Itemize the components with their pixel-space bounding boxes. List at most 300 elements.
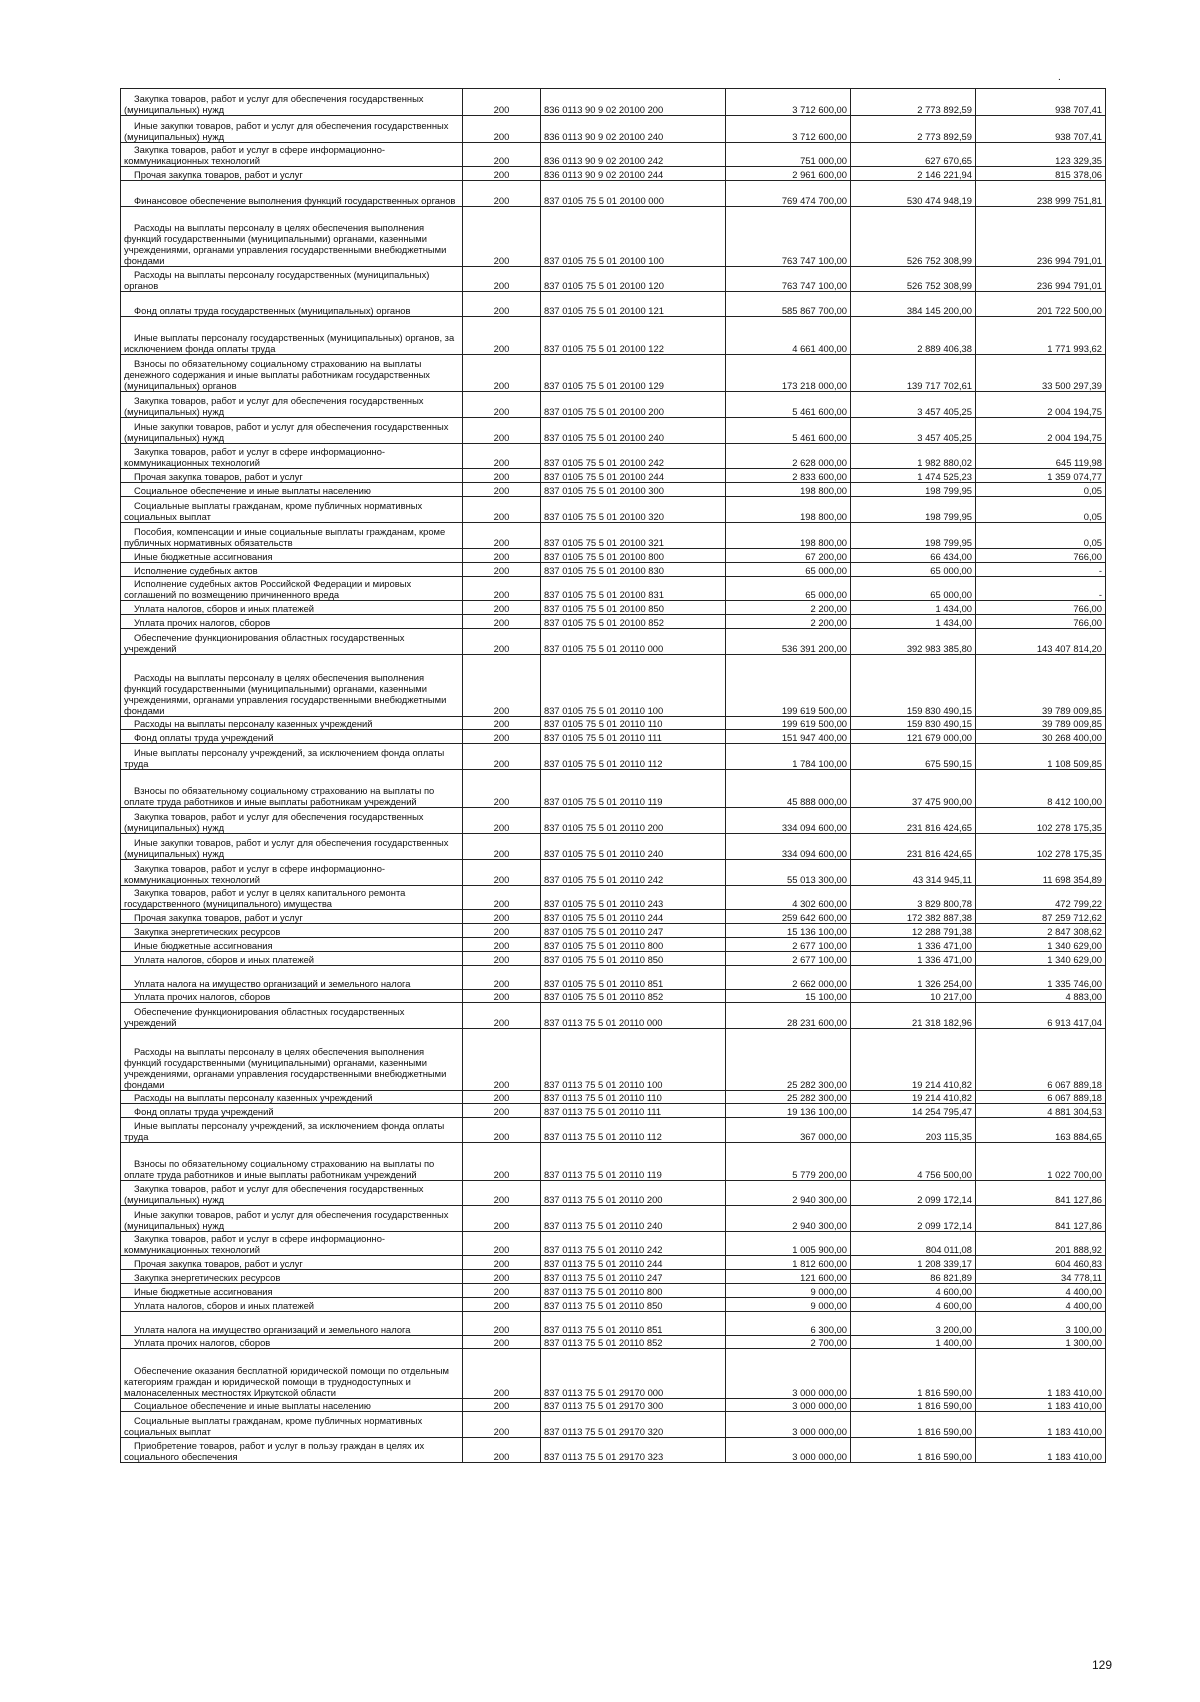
row-unexecuted-cell: 604 460,83 [976,1256,1106,1270]
row-executed-cell: 172 382 887,38 [851,910,976,924]
row-executed-cell: 1 326 254,00 [851,966,976,990]
row-kbk-cell: 837 0113 75 5 01 29170 320 [541,1412,726,1438]
row-kbk-cell: 836 0113 90 9 02 20100 200 [541,89,726,116]
row-name-cell [121,770,463,808]
row-approved-cell: 367 000,00 [726,1118,851,1143]
row-executed-cell: 198 799,95 [851,523,976,549]
table-row [121,717,1106,730]
row-name-text: Иные бюджетные ассигнования [134,1286,273,1297]
table-row [121,808,1106,834]
row-name-text: Расходы на выплаты персоналу в целях обеспечения выполнения функций государственными (муниципальными) органами, казенными учреждениями, органами управления государственными внебюджетными фондами [124,222,447,266]
row-kbk-cell: 836 0113 90 9 02 20100 244 [541,167,726,181]
row-kbk-cell: 837 0105 75 5 01 20100 100 [541,207,726,267]
table-row [121,444,1106,469]
row-executed-cell: 2 099 172,14 [851,1206,976,1232]
table-row [121,910,1106,924]
table-row [121,924,1106,938]
row-code-cell: 200 [463,577,541,601]
row-name-cell [121,523,463,549]
row-code-cell: 200 [463,910,541,924]
row-unexecuted-cell: 766,00 [976,615,1106,629]
row-code-cell: 200 [463,1256,541,1270]
row-code-cell: 200 [463,469,541,483]
row-approved-cell: 769 474 700,00 [726,181,851,207]
row-code-cell: 200 [463,770,541,808]
row-kbk-cell: 837 0105 75 5 01 20100 852 [541,615,726,629]
row-executed-cell: 203 115,35 [851,1118,976,1143]
row-code-cell: 200 [463,1091,541,1104]
row-executed-cell: 231 816 424,65 [851,834,976,860]
row-name-text: Социальное обеспечение и иные выплаты населению [134,485,371,496]
row-code-cell: 200 [463,886,541,910]
row-name-text: Уплата прочих налогов, сборов [134,1337,271,1348]
row-name-text: Закупка энергетических ресурсов [134,926,281,937]
row-executed-cell: 1 816 590,00 [851,1399,976,1412]
row-code-cell: 200 [463,267,541,292]
row-name-cell [121,1118,463,1143]
table-row [121,1029,1106,1091]
table-row [121,143,1106,167]
row-approved-cell: 19 136 100,00 [726,1104,851,1118]
row-name-text: Уплата налогов, сборов и иных платежей [134,1300,315,1311]
row-name-cell [121,1270,463,1284]
row-kbk-cell: 837 0105 75 5 01 20110 240 [541,834,726,860]
row-approved-cell: 2 940 300,00 [726,1206,851,1232]
row-name-text: Иные закупки товаров, работ и услуг для обеспечения государственных (муниципальных) нужд [124,1209,449,1231]
row-name-cell [121,116,463,143]
row-approved-cell: 4 302 600,00 [726,886,851,910]
row-approved-cell: 28 231 600,00 [726,1003,851,1029]
row-executed-cell: 14 254 795,47 [851,1104,976,1118]
row-kbk-cell: 837 0105 75 5 01 20100 000 [541,181,726,207]
row-name-text: Социальное обеспечение и иные выплаты населению [134,1400,371,1411]
row-name-cell [121,355,463,392]
table-row [121,1399,1106,1412]
row-name-cell [121,1438,463,1463]
row-code-cell: 200 [463,497,541,523]
row-unexecuted-cell: 938 707,41 [976,116,1106,143]
row-name-text: Уплата прочих налогов, сборов [134,991,271,1002]
row-executed-cell: 159 830 490,15 [851,717,976,730]
row-unexecuted-cell: 1 300,00 [976,1336,1106,1349]
row-unexecuted-cell: 34 778,11 [976,1270,1106,1284]
row-name-text: Иные закупки товаров, работ и услуг для обеспечения государственных (муниципальных) нужд [124,421,449,443]
row-code-cell: 200 [463,744,541,770]
row-unexecuted-cell: 0,05 [976,483,1106,497]
table-row [121,966,1106,990]
row-code-cell: 200 [463,1232,541,1256]
row-kbk-cell: 837 0113 75 5 01 29170 300 [541,1399,726,1412]
row-approved-cell: 199 619 500,00 [726,717,851,730]
row-approved-cell: 3 000 000,00 [726,1438,851,1463]
row-name-cell [121,952,463,966]
row-executed-cell: 198 799,95 [851,497,976,523]
row-approved-cell: 763 747 100,00 [726,267,851,292]
row-unexecuted-cell: 1 022 700,00 [976,1143,1106,1181]
row-approved-cell: 3 000 000,00 [726,1349,851,1399]
row-unexecuted-cell: 102 278 175,35 [976,834,1106,860]
table-row [121,770,1106,808]
row-executed-cell: 12 288 791,38 [851,924,976,938]
row-name-text: Иные выплаты персоналу учреждений, за исключением фонда оплаты труда [124,1120,445,1142]
row-name-cell [121,886,463,910]
table-row [121,469,1106,483]
row-name-cell [121,1181,463,1206]
row-kbk-cell: 837 0113 75 5 01 20110 111 [541,1104,726,1118]
row-executed-cell: 86 821,89 [851,1270,976,1284]
row-approved-cell: 2 833 600,00 [726,469,851,483]
row-code-cell: 200 [463,1104,541,1118]
row-unexecuted-cell: 1 340 629,00 [976,952,1106,966]
row-executed-cell: 3 829 800,78 [851,886,976,910]
row-approved-cell: 65 000,00 [726,577,851,601]
row-kbk-cell: 837 0105 75 5 01 20100 850 [541,601,726,615]
table-row [121,1284,1106,1298]
table-row [121,355,1106,392]
row-unexecuted-cell: 102 278 175,35 [976,808,1106,834]
row-unexecuted-cell: 201 888,92 [976,1232,1106,1256]
row-unexecuted-cell: 87 259 712,62 [976,910,1106,924]
row-kbk-cell: 837 0113 75 5 01 20110 240 [541,1206,726,1232]
row-unexecuted-cell: 1 359 074,77 [976,469,1106,483]
row-approved-cell: 334 094 600,00 [726,808,851,834]
row-approved-cell: 4 661 400,00 [726,317,851,355]
row-approved-cell: 2 677 100,00 [726,938,851,952]
row-code-cell: 200 [463,1438,541,1463]
row-name-text: Взносы по обязательному социальному страхованию на выплаты по оплате труда работников и иные выплаты работникам учреждений [124,1158,435,1180]
row-approved-cell: 67 200,00 [726,549,851,563]
row-executed-cell: 526 752 308,99 [851,207,976,267]
row-name-cell [121,143,463,167]
row-name-cell [121,167,463,181]
row-name-cell [121,1336,463,1349]
row-code-cell: 200 [463,444,541,469]
row-kbk-cell: 837 0105 75 5 01 20110 110 [541,717,726,730]
row-kbk-cell: 837 0105 75 5 01 20110 247 [541,924,726,938]
row-name-text: Социальные выплаты гражданам, кроме публичных нормативных социальных выплат [124,500,423,522]
table-row [121,207,1106,267]
row-executed-cell: 1 434,00 [851,601,976,615]
row-approved-cell: 45 888 000,00 [726,770,851,808]
row-kbk-cell: 837 0105 75 5 01 20100 830 [541,563,726,577]
row-kbk-cell: 837 0113 75 5 01 20110 000 [541,1003,726,1029]
row-executed-cell: 65 000,00 [851,577,976,601]
row-name-cell [121,860,463,886]
row-name-text: Закупка товаров, работ и услуг в сфере информационно-коммуникационных технологий [124,1233,386,1255]
row-approved-cell: 2 200,00 [726,601,851,615]
row-code-cell: 200 [463,1181,541,1206]
row-name-cell [121,1104,463,1118]
row-code-cell: 200 [463,1029,541,1091]
row-code-cell: 200 [463,808,541,834]
row-name-cell [121,89,463,116]
row-executed-cell: 3 457 405,25 [851,418,976,444]
row-kbk-cell: 837 0105 75 5 01 20110 000 [541,629,726,655]
row-name-text: Иные закупки товаров, работ и услуг для обеспечения государственных (муниципальных) нужд [124,837,449,859]
row-kbk-cell: 837 0105 75 5 01 20100 320 [541,497,726,523]
row-code-cell: 200 [463,952,541,966]
row-unexecuted-cell: 123 329,35 [976,143,1106,167]
row-unexecuted-cell: 1 183 410,00 [976,1412,1106,1438]
row-executed-cell: 231 816 424,65 [851,808,976,834]
row-kbk-cell: 837 0113 75 5 01 20110 242 [541,1232,726,1256]
row-code-cell: 200 [463,1399,541,1412]
table-row [121,886,1106,910]
row-name-cell [121,563,463,577]
row-name-text: Закупка товаров, работ и услуг для обеспечения государственных (муниципальных) нужд [124,395,424,417]
row-name-text: Уплата налога на имущество организаций и земельного налога [134,1324,411,1335]
row-executed-cell: 10 217,00 [851,990,976,1003]
row-name-cell [121,744,463,770]
row-approved-cell: 25 282 300,00 [726,1029,851,1091]
row-unexecuted-cell: 236 994 791,01 [976,267,1106,292]
row-name-text: Прочая закупка товаров, работ и услуг [134,912,303,923]
row-approved-cell: 3 000 000,00 [726,1412,851,1438]
row-code-cell: 200 [463,563,541,577]
row-kbk-cell: 837 0113 75 5 01 20110 200 [541,1181,726,1206]
row-approved-cell: 2 940 300,00 [726,1181,851,1206]
table-row [121,1003,1106,1029]
table-row [121,267,1106,292]
row-executed-cell: 4 756 500,00 [851,1143,976,1181]
table-row [121,1091,1106,1104]
row-name-cell [121,267,463,292]
row-unexecuted-cell: 1 183 410,00 [976,1349,1106,1399]
row-approved-cell: 2 961 600,00 [726,167,851,181]
row-unexecuted-cell: 201 722 500,00 [976,292,1106,317]
row-kbk-cell: 837 0113 75 5 01 20110 100 [541,1029,726,1091]
row-kbk-cell: 837 0105 75 5 01 20100 121 [541,292,726,317]
row-approved-cell: 3 712 600,00 [726,116,851,143]
row-executed-cell: 19 214 410,82 [851,1029,976,1091]
row-unexecuted-cell: 8 412 100,00 [976,770,1106,808]
row-executed-cell: 1 434,00 [851,615,976,629]
row-unexecuted-cell: 1 335 746,00 [976,966,1106,990]
table-row [121,834,1106,860]
row-unexecuted-cell: 11 698 354,89 [976,860,1106,886]
row-code-cell: 200 [463,615,541,629]
row-name-cell [121,181,463,207]
row-name-text: Расходы на выплаты персоналу в целях обеспечения выполнения функций государственными (муниципальными) органами, казенными учреждениями, органами управления государственными внебюджетными фондами [124,1046,447,1090]
row-unexecuted-cell: 33 500 297,39 [976,355,1106,392]
row-approved-cell: 1 784 100,00 [726,744,851,770]
row-name-text: Закупка товаров, работ и услуг для обеспечения государственных (муниципальных) нужд [124,93,424,115]
row-approved-cell: 2 700,00 [726,1336,851,1349]
row-approved-cell: 3 712 600,00 [726,89,851,116]
table-row [121,1349,1106,1399]
row-code-cell: 200 [463,860,541,886]
row-kbk-cell: 837 0113 75 5 01 20110 247 [541,1270,726,1284]
row-code-cell: 200 [463,1284,541,1298]
page-number: 129 [1092,1658,1113,1672]
row-name-cell [121,1029,463,1091]
row-approved-cell: 334 094 600,00 [726,834,851,860]
row-name-text: Закупка энергетических ресурсов [134,1272,281,1283]
row-executed-cell: 530 474 948,19 [851,181,976,207]
table-row [121,523,1106,549]
row-name-cell [121,418,463,444]
row-unexecuted-cell: 163 884,65 [976,1118,1106,1143]
row-name-cell [121,910,463,924]
row-unexecuted-cell: 1 340 629,00 [976,938,1106,952]
row-kbk-cell: 837 0113 75 5 01 20110 244 [541,1256,726,1270]
row-name-cell [121,990,463,1003]
row-name-text: Взносы по обязательному социальному страхованию на выплаты денежного содержания и иные выплаты работникам государственных (муниципальных) органов [124,358,430,391]
budget-execution-table [120,88,1106,1463]
row-approved-cell: 25 282 300,00 [726,1091,851,1104]
table-row [121,629,1106,655]
row-unexecuted-cell: 645 119,98 [976,444,1106,469]
table-row [121,483,1106,497]
row-unexecuted-cell: 238 999 751,81 [976,181,1106,207]
row-kbk-cell: 837 0113 75 5 01 20110 110 [541,1091,726,1104]
table-row [121,1298,1106,1312]
row-kbk-cell: 837 0113 75 5 01 20110 800 [541,1284,726,1298]
row-code-cell: 200 [463,717,541,730]
row-name-text: Расходы на выплаты персоналу государственных (муниципальных) органов [124,269,430,291]
table-row [121,655,1106,717]
table-row [121,549,1106,563]
corner-mark: . [1058,72,1061,83]
table-row [121,1270,1106,1284]
row-name-cell [121,444,463,469]
row-name-cell [121,497,463,523]
row-name-text: Обеспечение функционирования областных государственных учреждений [124,632,405,654]
row-code-cell: 200 [463,990,541,1003]
row-approved-cell: 55 013 300,00 [726,860,851,886]
table-row [121,181,1106,207]
row-code-cell: 200 [463,834,541,860]
row-name-text: Уплата налогов, сборов и иных платежей [134,603,315,614]
row-kbk-cell: 837 0105 75 5 01 20100 240 [541,418,726,444]
row-name-text: Закупка товаров, работ и услуг в сфере информационно-коммуникационных технологий [124,446,386,468]
row-kbk-cell: 837 0105 75 5 01 20110 244 [541,910,726,924]
row-executed-cell: 4 600,00 [851,1284,976,1298]
table-row [121,615,1106,629]
row-name-cell [121,1412,463,1438]
row-name-cell [121,924,463,938]
row-kbk-cell: 837 0105 75 5 01 20100 129 [541,355,726,392]
row-executed-cell: 384 145 200,00 [851,292,976,317]
row-name-text: Прочая закупка товаров, работ и услуг [134,169,303,180]
row-name-cell [121,469,463,483]
table-row [121,292,1106,317]
row-approved-cell: 198 800,00 [726,483,851,497]
row-executed-cell: 66 434,00 [851,549,976,563]
table-row [121,990,1106,1003]
row-name-cell [121,1206,463,1232]
row-kbk-cell: 837 0105 75 5 01 20100 122 [541,317,726,355]
row-approved-cell: 5 461 600,00 [726,392,851,418]
row-kbk-cell: 837 0105 75 5 01 20100 800 [541,549,726,563]
row-kbk-cell: 837 0105 75 5 01 20110 111 [541,730,726,744]
row-kbk-cell: 837 0113 75 5 01 20110 850 [541,1298,726,1312]
row-approved-cell: 151 947 400,00 [726,730,851,744]
row-executed-cell: 2 889 406,38 [851,317,976,355]
row-name-cell [121,207,463,267]
row-executed-cell: 1 336 471,00 [851,938,976,952]
row-name-cell [121,615,463,629]
table-row [121,730,1106,744]
row-executed-cell: 2 773 892,59 [851,116,976,143]
row-kbk-cell: 837 0105 75 5 01 20100 244 [541,469,726,483]
row-kbk-cell: 837 0113 75 5 01 20110 119 [541,1143,726,1181]
row-name-text: Иные бюджетные ассигнования [134,940,273,951]
row-name-text: Иные закупки товаров, работ и услуг для обеспечения государственных (муниципальных) нужд [124,120,449,142]
row-kbk-cell: 837 0113 75 5 01 20110 112 [541,1118,726,1143]
row-approved-cell: 1 005 900,00 [726,1232,851,1256]
row-unexecuted-cell: 1 771 993,62 [976,317,1106,355]
row-executed-cell: 627 670,65 [851,143,976,167]
table-row [121,577,1106,601]
row-name-cell [121,1232,463,1256]
row-kbk-cell: 837 0105 75 5 01 20100 831 [541,577,726,601]
row-approved-cell: 751 000,00 [726,143,851,167]
row-name-text: Иные выплаты персоналу учреждений, за исключением фонда оплаты труда [124,747,445,769]
table-row [121,601,1106,615]
row-kbk-cell: 837 0105 75 5 01 20100 321 [541,523,726,549]
row-unexecuted-cell: 1 183 410,00 [976,1438,1106,1463]
row-unexecuted-cell: 236 994 791,01 [976,207,1106,267]
row-approved-cell: 5 779 200,00 [726,1143,851,1181]
row-kbk-cell: 836 0113 90 9 02 20100 242 [541,143,726,167]
row-name-text: Приобретение товаров, работ и услуг в пользу граждан в целях их социального обеспечения [124,1440,425,1462]
table-row [121,744,1106,770]
row-code-cell: 200 [463,207,541,267]
row-approved-cell: 121 600,00 [726,1270,851,1284]
row-executed-cell: 121 679 000,00 [851,730,976,744]
row-kbk-cell: 837 0105 75 5 01 20110 100 [541,655,726,717]
row-name-text: Исполнение судебных актов [134,565,258,576]
table-row [121,418,1106,444]
row-name-text: Пособия, компенсации и иные социальные выплаты гражданам, кроме публичных нормативных обязательств [124,526,446,548]
row-unexecuted-cell: 39 789 009,85 [976,717,1106,730]
row-unexecuted-cell: 4 400,00 [976,1298,1106,1312]
row-name-text: Расходы на выплаты персоналу в целях обеспечения выполнения функций государственными (муниципальными) органами, казенными учреждениями, органами управления государственными внебюджетными фондами [124,672,447,716]
row-name-cell [121,938,463,952]
row-code-cell: 200 [463,116,541,143]
row-executed-cell: 21 318 182,96 [851,1003,976,1029]
row-unexecuted-cell: 4 400,00 [976,1284,1106,1298]
table-row [121,392,1106,418]
row-kbk-cell: 837 0105 75 5 01 20110 800 [541,938,726,952]
table-row [121,167,1106,181]
table-row [121,1104,1106,1118]
table-row [121,1412,1106,1438]
row-name-text: Закупка товаров, работ и услуг в сфере информационно-коммуникационных технологий [124,144,386,166]
row-kbk-cell: 837 0113 75 5 01 20110 851 [541,1312,726,1336]
row-name-cell [121,601,463,615]
row-executed-cell: 19 214 410,82 [851,1091,976,1104]
row-name-cell [121,1399,463,1412]
row-approved-cell: 15 100,00 [726,990,851,1003]
table-row [121,1118,1106,1143]
row-executed-cell: 43 314 945,11 [851,860,976,886]
row-code-cell: 200 [463,1298,541,1312]
row-executed-cell: 3 457 405,25 [851,392,976,418]
row-code-cell: 200 [463,1412,541,1438]
row-name-text: Прочая закупка товаров, работ и услуг [134,471,303,482]
row-approved-cell: 173 218 000,00 [726,355,851,392]
table-row [121,938,1106,952]
row-name-text: Иные выплаты персоналу государственных (муниципальных) органов, за исключением фонда оплаты труда [124,332,455,354]
row-code-cell: 200 [463,938,541,952]
row-code-cell: 200 [463,392,541,418]
row-approved-cell: 3 000 000,00 [726,1399,851,1412]
row-executed-cell: 2 146 221,94 [851,167,976,181]
row-code-cell: 200 [463,167,541,181]
row-approved-cell: 9 000,00 [726,1284,851,1298]
